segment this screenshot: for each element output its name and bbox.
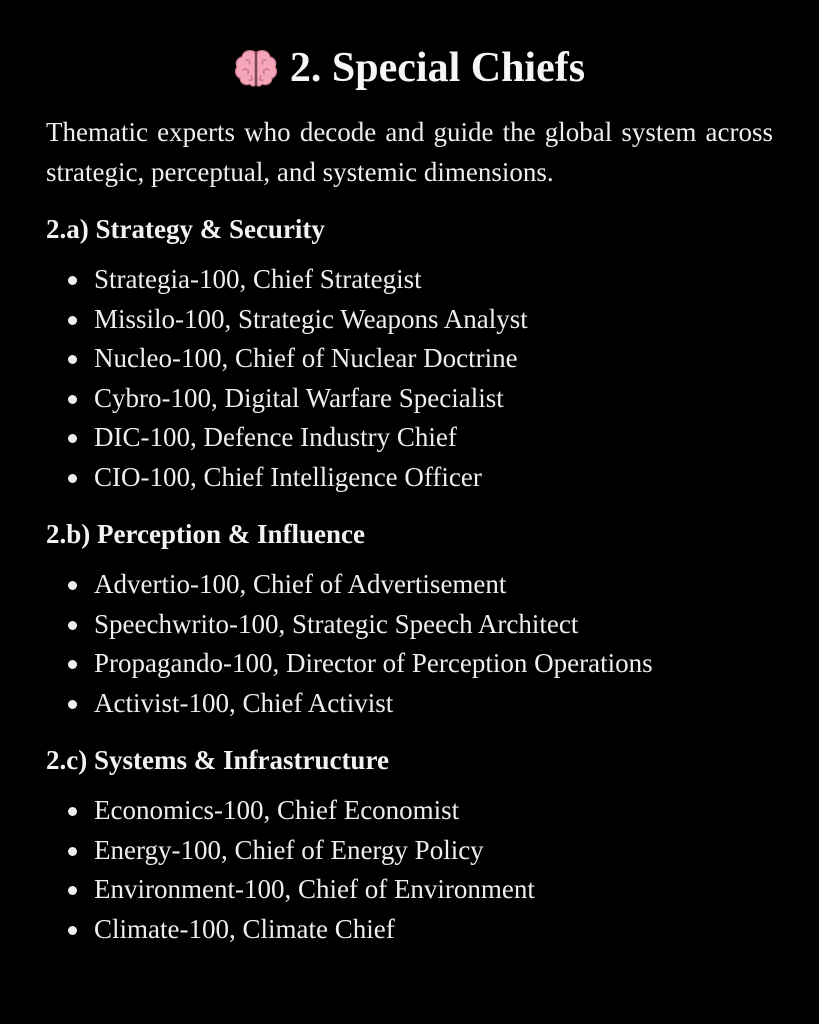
list-item: Propagando-100, Director of Perception Operations bbox=[68, 644, 773, 684]
chief-list bbox=[46, 791, 773, 949]
list-item: Climate-100, Climate Chief bbox=[68, 910, 773, 950]
list-item: Speechwrito-100, Strategic Speech Architect bbox=[68, 605, 773, 645]
section-heading: 2.a) Strategy & Security bbox=[46, 214, 325, 244]
list-item: Missilo-100, Strategic Weapons Analyst bbox=[68, 300, 773, 340]
list-item: Nucleo-100, Chief of Nuclear Doctrine bbox=[68, 339, 773, 379]
list-item: DIC-100, Defence Industry Chief bbox=[68, 418, 773, 458]
brain-icon bbox=[234, 48, 278, 88]
list-item: Cybro-100, Digital Warfare Specialist bbox=[68, 379, 773, 419]
list-item: Strategia-100, Chief Strategist bbox=[68, 260, 773, 300]
chief-list bbox=[46, 565, 773, 723]
list-item: Economics-100, Chief Economist bbox=[68, 791, 773, 831]
section-perception-influence bbox=[46, 515, 773, 723]
section-systems-infrastructure bbox=[46, 741, 773, 949]
section-heading: 2.c) Systems & Infrastructure bbox=[46, 745, 389, 775]
page-title bbox=[46, 40, 773, 96]
list-item: CIO-100, Chief Intelligence Officer bbox=[68, 458, 773, 498]
list-item: Activist-100, Chief Activist bbox=[68, 684, 773, 724]
list-item: Advertio-100, Chief of Advertisement bbox=[68, 565, 773, 605]
page-title-text: 2. Special Chiefs bbox=[289, 45, 586, 91]
list-item: Environment-100, Chief of Environment bbox=[68, 870, 773, 910]
section-strategy-security bbox=[46, 210, 773, 497]
list-item: Energy-100, Chief of Energy Policy bbox=[68, 831, 773, 871]
section-heading: 2.b) Perception & Influence bbox=[46, 519, 365, 549]
chief-list bbox=[46, 260, 773, 497]
intro-paragraph: Thematic experts who decode and guide the global system across strategic, perceptual, and systemic dimensions. bbox=[46, 117, 773, 187]
